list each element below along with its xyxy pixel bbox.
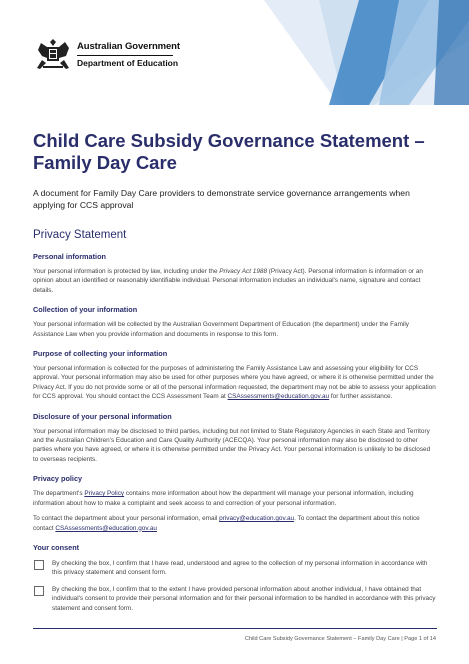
paragraph-collection: Your personal information will be collected by the Australian Government Department of Education (the department) under the Family Assistance Law when you provide information and documents in response to this form.: [33, 321, 409, 338]
government-name: Australian Government: [77, 41, 180, 52]
footer-divider: [33, 628, 437, 629]
heading-consent: Your consent: [33, 542, 80, 552]
heading-privacy-policy: Privacy policy: [33, 474, 83, 484]
consent-checkbox-2[interactable]: [34, 586, 44, 596]
document-subtitle: A document for Family Day Care providers to demonstrate service governance arrangements when applying for CCS approval: [33, 188, 410, 210]
text-segment: The department's: [33, 490, 85, 498]
cs-assessments-email-link[interactable]: CSAssessments@education.gov.au: [227, 393, 330, 401]
text-segment: . To contact the department about this notice contact: [33, 515, 420, 532]
text-segment: Your personal information is protected by law, including under the: [33, 268, 220, 275]
header-decoration: [169, 0, 469, 105]
consent-text-2: By checking the box, I confirm that to the extent I have provided personal information about another individual, I have obtained that individual's consent to provide their personal information and for their personal information to be handled in accordance with this privacy statement and consent form.: [52, 585, 436, 612]
consent-item: [33, 585, 437, 613]
heading-purpose: Purpose of collecting your information: [33, 349, 168, 359]
section-title: Privacy Statement: [33, 229, 127, 241]
cs-assessments-email-link-2[interactable]: CSAssessments@education.gov.au: [55, 524, 157, 532]
document-title: Child Care Subsidy Governance Statement – Family Day Care: [33, 130, 425, 173]
coat-of-arms-icon: [33, 38, 73, 72]
privacy-email-link[interactable]: privacy@education.gov.au: [219, 515, 295, 523]
act-name: Privacy Act 1988: [219, 268, 267, 275]
logo-divider: [77, 55, 173, 56]
paragraph-purpose: [33, 364, 437, 402]
paragraph-personal-information: [33, 267, 437, 295]
paragraph-privacy-policy: [33, 489, 437, 508]
heading-disclosure: Disclosure of your personal information: [33, 411, 172, 421]
consent-checkbox-1[interactable]: [34, 560, 44, 570]
text-segment: (Privacy Act). Personal information is information or an opinion about an identified or reasonably identifiable individual. Personal information includes an individual's name, signature and contact details.: [33, 268, 423, 294]
text-segment: contains more information about how the department will manage your personal information, including information about how to make a complaint and seek access to and correction of your personal information.: [33, 490, 414, 507]
consent-item: [33, 559, 437, 578]
page-header: [0, 0, 469, 105]
paragraph-disclosure: Your personal information may be disclosed to third parties, including but not limited to State Regulatory Agencies in each State and Territory and the Australian Children's Education and Care Quality Authority (ACECQA). Your personal information may also be disclosed to other parties where you have agreed, or where it is otherwise permitted under the Privacy Act. Your personal information is unlikely to be disclosed to overseas recipients.: [33, 427, 431, 463]
page-footer: Child Care Subsidy Governance Statement – Family Day Care | Page 1 of 14: [244, 636, 436, 642]
heading-personal-information: Personal information: [33, 252, 106, 261]
privacy-policy-link[interactable]: Privacy Policy: [84, 490, 125, 498]
text-segment: for further assistance.: [329, 393, 393, 401]
document-body: [33, 130, 437, 613]
department-name: Department of Education: [77, 58, 179, 68]
text-segment: To contact the department about your personal information, email: [33, 515, 220, 523]
paragraph-contact: [33, 514, 437, 533]
heading-collection: Collection of your information: [33, 305, 138, 315]
text-segment: Your personal information is collected for the purposes of administering the Family Assistance Law and assessing your eligibility for CCS approval. Your personal information may also be used for other purposes where you have agreed, or where it is otherwise permitted under the Privacy Act. If you do not provide some or all of the personal information requested, the department may not be able to assess your application for CCS approval. You should contact the CCS Assessment Team at: [33, 365, 436, 401]
consent-text-1: By checking the box, I confirm that I have read, understood and agree to the collection of my personal information in accordance with this privacy statement and consent form.: [52, 559, 428, 577]
government-logo: [33, 38, 180, 72]
